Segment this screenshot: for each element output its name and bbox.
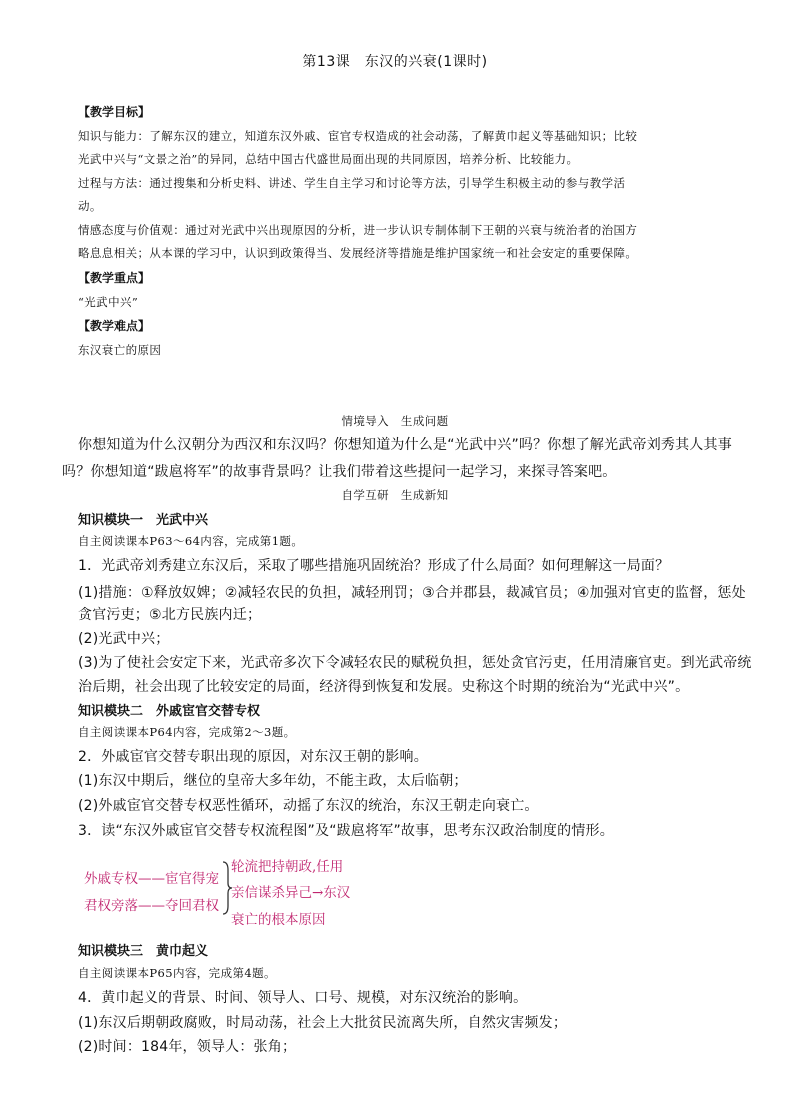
module2-instruction: 自主阅读课本P64内容，完成第2～3题。 [78,725,296,739]
lesson-title: 第13课 东汉的兴衰(1课时) [302,54,488,70]
module3-question: 4．黄巾起义的背景、时间、领导人、口号、规模，对东汉统治的影响。 [78,990,528,1006]
diagram-right-mid: 亲信谋杀异己→东汉 [231,885,351,901]
objectives-line: 略息息相关；从本课的学习中，认识到政策得当、发展经济等措施是维护国家统一和社会安定的重要保障。 [78,246,638,260]
module1-answer: (2)光武中兴； [78,631,170,647]
module2-heading: 知识模块二 外戚宦官交替专权 [78,704,261,719]
module1-answer: (3)为了使社会安定下来，光武帝多次下令减轻农民的赋税负担，惩处贪官污吏，任用清廉官吏。到光武帝统 [78,655,752,671]
module1-answer: (1)措施：①释放奴婢；②减轻农民的负担，减轻刑罚；③合并郡县，裁减官员；④加强对官吏的监督，惩处 [78,585,746,601]
module1-question: 1．光武帝刘秀建立东汉后，采取了哪些措施巩固统治？形成了什么局面？如何理解这一局面？ [78,558,670,574]
difficulty-text: 东汉衰亡的原因 [78,343,162,357]
objectives-line: 知识与能力：了解东汉的建立，知道东汉外戚、宦官专权造成的社会动荡，了解黄巾起义等基础知识；比较 [78,129,638,143]
objectives-heading: 【教学目标】 [78,105,151,119]
objectives-line: 过程与方法：通过搜集和分析史料、讲述、学生自主学习和讨论等方法，引导学生积极主动的参与教学活 [78,176,626,190]
module1-answer: 治后期，社会出现了比较安定的局面，经济得到恢复和发展。史称这个时期的统治为“光武中兴”。 [78,679,690,695]
module1-instruction: 自主阅读课本P63～64内容，完成第1题。 [78,534,304,548]
difficulty-heading: 【教学难点】 [78,319,151,333]
diagram-right-top: 轮流把持朝政,任用 [231,859,344,875]
module2-answer: (1)东汉中期后，继位的皇帝大多年幼，不能主政，太后临朝； [78,773,468,789]
diagram-left-top: 外戚专权——宦官得宠 [84,871,219,887]
diagram-left-bottom: 君权旁落——夺回君权 [84,898,219,914]
module3-instruction: 自主阅读课本P65内容，完成第4题。 [78,966,276,980]
self-study-heading: 自学互研 生成新知 [341,488,449,502]
objectives-line: 光武中兴与“文景之治”的异同，总结中国古代盛世局面出现的共同原因，培养分析、比较能力。 [78,152,579,166]
objectives-line: 情感态度与价值观：通过对光武中兴出现原因的分析，进一步认识专制体制下王朝的兴衰与统治者的治国方 [78,223,638,237]
intro-heading: 情境导入 生成问题 [341,414,449,428]
module1-heading: 知识模块一 光武中兴 [78,513,209,528]
module3-answer: (1)东汉后期朝政腐败，时局动荡，社会上大批贫民流离失所，自然灾害频发； [78,1015,568,1031]
objectives-line: 动。 [78,199,102,213]
module3-answer: (2)时间：184年，领导人：张角； [78,1039,297,1055]
module3-heading: 知识模块三 黄巾起义 [78,944,209,959]
intro-line: 吗？你想知道“跋扈将军”的故事背景吗？让我们带着这些提问一起学习，来探寻答案吧。 [62,464,617,480]
key-point-heading: 【教学重点】 [78,271,151,285]
module2-question-2: 2．外戚宦官交替专职出现的原因，对东汉王朝的影响。 [78,749,428,765]
diagram-right-bottom: 衰亡的根本原因 [231,912,326,928]
key-point-text: “光武中兴” [78,295,139,309]
intro-line: 你想知道为什么汉朝分为西汉和东汉吗？你想知道为什么是“光武中兴”吗？你想了解光武帝刘秀其人其事 [78,437,732,453]
module1-answer: 贪官污吏；⑤北方民族内迁； [78,607,262,623]
module2-question-3: 3．读“东汉外戚宦官交替专权流程图”及“跋扈将军”故事，思考东汉政治制度的情形。 [78,823,614,839]
module2-answer: (2)外戚宦官交替专权恶性循环，动摇了东汉的统治，东汉王朝走向衰亡。 [78,798,539,814]
